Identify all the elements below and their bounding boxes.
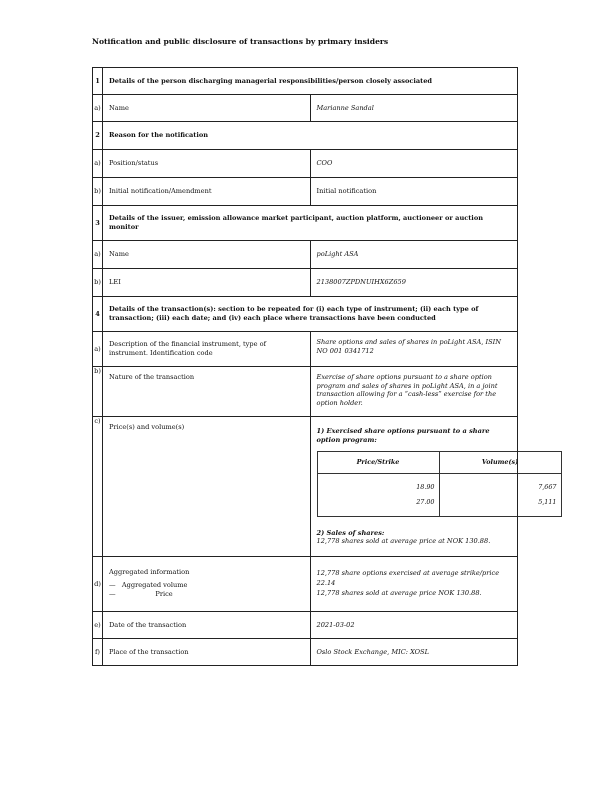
section-4-row xyxy=(93,297,518,332)
row-number: b) xyxy=(93,269,103,297)
section-number: 2 xyxy=(93,122,103,150)
row-label: Date of the transaction xyxy=(103,612,311,639)
row-label: LEI xyxy=(103,269,311,297)
lei-row xyxy=(93,269,518,297)
section-heading: Details of the issuer, emission allowance market participant, auction platform, auctioneer or auction monitor xyxy=(103,206,518,241)
row-number: d) xyxy=(93,557,103,612)
sales-title: 2) Sales of shares: xyxy=(316,528,385,537)
section-heading: Details of the person discharging managerial responsibilities/person closely associated xyxy=(103,68,518,95)
row-label: Aggregated information xyxy=(109,567,190,576)
row-label: Price(s) and volume(s) xyxy=(103,417,311,557)
issuer-name-row xyxy=(93,241,518,269)
lei-value: 2138007ZPDNUIHX6Z659 xyxy=(310,269,518,297)
aggregated-options-value: 12,778 share options exercised at average strike/price 22.14 xyxy=(316,569,500,588)
sales-text: 12,778 shares sold at average price at NOK 130.88. xyxy=(316,537,491,546)
row-number: b) xyxy=(93,367,103,417)
section-heading: Reason for the notification xyxy=(103,122,518,150)
nature-row xyxy=(93,367,518,417)
aggregated-volume-label: — Aggregated volume xyxy=(109,580,188,589)
notification-type-row xyxy=(93,178,518,206)
row-label: Description of the financial instrument, type of instrument. Identification code xyxy=(103,332,311,367)
aggregated-labels xyxy=(103,557,311,612)
price-volume-values xyxy=(317,474,561,516)
issuer-name-value: poLight ASA xyxy=(310,241,518,269)
date-row xyxy=(93,612,518,639)
name-row xyxy=(93,95,518,122)
section-2-row xyxy=(93,122,518,150)
sales-block xyxy=(317,529,512,546)
row-label: Position/status xyxy=(103,150,311,178)
section-number: 1 xyxy=(93,68,103,95)
place-row xyxy=(93,639,518,666)
row-number: a) xyxy=(93,241,103,269)
price-value: 27.00 xyxy=(416,497,435,506)
row-number: b) xyxy=(93,178,103,206)
insider-notification-form xyxy=(92,67,557,666)
row-number: e) xyxy=(93,612,103,639)
aggregated-row xyxy=(93,557,518,612)
price-volume-header xyxy=(317,452,561,474)
position-row xyxy=(93,150,518,178)
row-number: c) xyxy=(93,417,103,557)
row-number: f) xyxy=(93,639,103,666)
price-volume-cell xyxy=(310,417,557,557)
aggregated-price-label: — Price xyxy=(109,590,173,599)
nature-value: Exercise of share options pursuant to a share option program and sales of shares in poLight ASA, in a joint transaction allowing for a “cash-less” exercise for the option holder. xyxy=(310,367,518,417)
price-values xyxy=(317,474,439,516)
transaction-date-value: 2021-03-02 xyxy=(310,612,518,639)
section-1-row xyxy=(93,68,518,95)
row-label: Name xyxy=(103,241,311,269)
volume-header: Volume(s) xyxy=(439,452,561,474)
row-number: a) xyxy=(93,332,103,367)
row-label: Place of the transaction xyxy=(103,639,311,666)
volume-value: 7,667 xyxy=(538,483,557,492)
row-label: Nature of the transaction xyxy=(103,367,311,417)
notification-type-value: Initial notification xyxy=(310,178,518,206)
price-volume-row xyxy=(93,417,518,557)
row-label: Name xyxy=(103,95,311,122)
price-value: 18.90 xyxy=(416,483,435,492)
volume-value: 5,111 xyxy=(538,497,557,506)
position-value: COO xyxy=(310,150,518,178)
instrument-value: Share options and sales of shares in poLight ASA, ISIN NO 001 0341712 xyxy=(310,332,518,367)
section-3-row xyxy=(93,206,518,241)
transaction-place-value: Oslo Stock Exchange, MIC: XOSL xyxy=(310,639,518,666)
price-strike-header: Price/Strike xyxy=(317,452,439,474)
section-heading: Details of the transaction(s): section to be repeated for (i) each type of instrument; (ii) each type of transaction; (iii) each date; and (iv) each place where transactions have been conducted xyxy=(103,297,518,332)
aggregated-shares-value: 12,778 shares sold at average price NOK 130.88. xyxy=(316,588,482,597)
row-number: a) xyxy=(93,150,103,178)
instrument-row xyxy=(93,332,518,367)
person-name-value: Marianne Sandal xyxy=(310,95,518,122)
price-volume-table xyxy=(317,451,562,516)
row-number: a) xyxy=(93,95,103,122)
aggregated-values xyxy=(310,557,518,612)
section-number: 3 xyxy=(93,206,103,241)
exercised-options-title: 1) Exercised share options pursuant to a share option program: xyxy=(316,427,490,444)
row-label: Initial notification/Amendment xyxy=(103,178,311,206)
volume-values xyxy=(439,474,561,516)
section-number: 4 xyxy=(93,297,103,332)
page-title: Notification and public disclosure of transactions by primary insiders xyxy=(92,37,389,46)
